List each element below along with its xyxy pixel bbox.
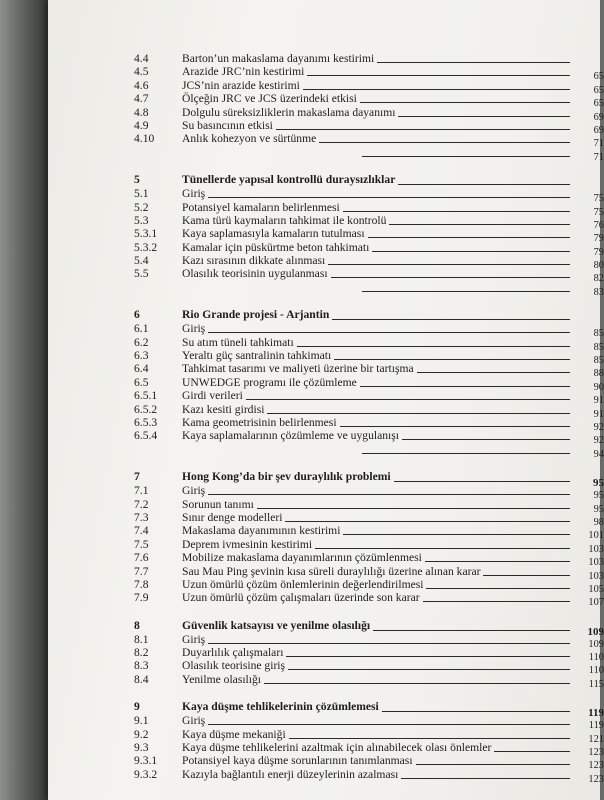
- toc-page-number: 92: [593, 421, 604, 433]
- toc-section-number: 9.3.2: [134, 767, 158, 781]
- toc-section-title: Girdi verileri: [182, 389, 243, 403]
- toc-page-number: 65: [593, 71, 604, 83]
- toc-section-number: 5.3.1: [134, 227, 158, 241]
- toc-entry-row: [134, 146, 604, 163]
- toc-section-number: 4.6: [134, 78, 149, 92]
- toc-section-number: 6.5.2: [134, 402, 158, 416]
- toc-section-title: Su atım tüneli tahkimatı: [182, 335, 294, 349]
- toc-section-title: Giriş: [182, 484, 206, 498]
- toc-leader-line: [394, 481, 570, 482]
- toc-section-title: JCS’nin arazide kestirimi: [182, 78, 300, 92]
- toc-page-number: 115: [588, 678, 604, 690]
- toc-entry-row: [134, 389, 604, 407]
- toc-entry-row: [134, 118, 604, 136]
- toc-page-number: 103: [588, 570, 604, 582]
- toc-page-number: 85: [593, 328, 604, 340]
- toc-section-number: 7.9: [134, 591, 149, 605]
- toc-page-number: 119: [588, 720, 604, 732]
- toc-leader-line: [368, 237, 570, 238]
- toc-leader-line: [362, 291, 570, 292]
- toc-chapter-row: [134, 307, 604, 322]
- toc-page-number: 103: [588, 543, 604, 555]
- toc-section-title: Giriş: [182, 322, 206, 336]
- toc-section-number: 5.5: [134, 267, 149, 281]
- toc-section-title: Kazı sırasının dikkate alınması: [182, 254, 326, 268]
- toc-section-title: Hong Kong’da bir şev duraylılık problemi: [182, 470, 391, 484]
- toc-section-number: 8.2: [134, 646, 149, 660]
- toc-leader-line: [315, 548, 570, 549]
- toc-page-number: 71: [593, 138, 604, 150]
- toc-leader-line: [377, 62, 570, 63]
- toc-page-number: 69: [593, 124, 604, 136]
- toc-leader-line: [208, 197, 570, 198]
- toc-section-number: 4.9: [134, 118, 149, 132]
- toc-entry-row: [134, 52, 604, 65]
- toc-entry-row: [134, 254, 604, 272]
- toc-page-number: 80: [593, 260, 604, 272]
- toc-entry-row: [134, 659, 604, 677]
- toc-leader-line: [343, 534, 570, 535]
- toc-section-number: 6.1: [134, 322, 149, 336]
- toc-page-number: 76: [593, 219, 604, 231]
- toc-section-number: 7.8: [134, 577, 149, 591]
- toc-leader-line: [285, 521, 570, 522]
- toc-section-number: 6.4: [134, 362, 149, 376]
- toc-leader-line: [208, 332, 570, 333]
- table-of-contents: [134, 52, 604, 785]
- toc-entry-row: [134, 727, 604, 745]
- toc-entry-row: [134, 402, 604, 420]
- toc-section-title: Kamalar için püskürtme beton tahkimatı: [182, 240, 370, 254]
- toc-entry-row: [134, 767, 604, 785]
- toc-leader-line: [343, 211, 570, 212]
- toc-section-number: 7.5: [134, 537, 149, 551]
- toc-leader-line: [297, 346, 570, 347]
- toc-entry-row: [134, 537, 604, 555]
- toc-section-number: 5.1: [134, 187, 149, 201]
- toc-entry-row: [134, 132, 604, 150]
- toc-entry-row: [134, 213, 604, 231]
- toc-section-title: Ölçeğin JRC ve JCS üzerindeki etkisi: [182, 92, 357, 106]
- toc-page-number: 109: [587, 625, 604, 638]
- toc-section-title: Kama türü kaymaların tahkimat ile kontrolü: [182, 213, 387, 227]
- toc-page-number: 94: [593, 448, 604, 460]
- toc-entry-row: [134, 240, 604, 258]
- toc-section-number: 9.2: [134, 727, 149, 741]
- toc-page-number: 95: [593, 490, 604, 502]
- toc-entry-row: [134, 200, 604, 218]
- toc-section-title: Potansiyel kamaların belirlenmesi: [182, 200, 340, 214]
- toc-page-number: 91: [593, 408, 604, 420]
- toc-section-title: Arazide JRC’nin kestirimi: [182, 65, 305, 79]
- toc-entry-row: [134, 577, 604, 595]
- toc-section-title: Barton’un makaslama dayanımı kestirimi: [182, 52, 375, 65]
- toc-section-number: 8.3: [134, 659, 149, 673]
- section-gap: [134, 294, 604, 307]
- toc-section-title: Sorunun tanımı: [182, 497, 254, 511]
- toc-entry-row: [134, 187, 604, 205]
- toc-page-number: 121: [588, 733, 604, 745]
- toc-leader-line: [276, 129, 570, 130]
- toc-entry-row: [134, 741, 604, 759]
- toc-leader-line: [334, 359, 570, 360]
- toc-section-title: Kazı kesiti girdisi: [182, 402, 265, 416]
- toc-section-number: 7.6: [134, 551, 149, 565]
- toc-page-number: 123: [588, 747, 604, 759]
- toc-entry-row: [134, 484, 604, 502]
- toc-leader-line: [303, 89, 570, 90]
- toc-section-number: 4.8: [134, 105, 149, 119]
- toc-entry-row: [134, 78, 604, 96]
- toc-section-number: 6.3: [134, 349, 149, 363]
- toc-section-title: Uzun ömürlü çözüm önlemlerinin değerlendirilmesi: [182, 577, 424, 591]
- toc-page-number: 75: [593, 206, 604, 218]
- toc-section-number: 6: [134, 308, 140, 322]
- toc-section-number: 8.1: [134, 632, 149, 646]
- toc-page-number: 65: [593, 84, 604, 96]
- toc-page-number: 109: [588, 638, 604, 650]
- toc-leader-line: [425, 561, 570, 562]
- toc-section-number: 4.7: [134, 92, 149, 106]
- toc-page-number: 69: [593, 111, 604, 123]
- toc-leader-line: [289, 738, 570, 739]
- toc-section-number: 6.5.3: [134, 415, 158, 429]
- toc-page-number: 65: [593, 98, 604, 110]
- toc-leader-line: [389, 224, 570, 225]
- toc-page-number: 92: [593, 435, 604, 447]
- toc-section-title: Kaya saplamalarının çözümleme ve uygulanışı: [182, 429, 399, 443]
- toc-section-number: 5.2: [134, 200, 149, 214]
- toc-leader-line: [426, 588, 570, 589]
- toc-leader-line: [319, 142, 570, 143]
- toc-section-title: Giriş: [182, 632, 206, 646]
- toc-leader-line: [307, 75, 570, 76]
- toc-section-number: 7.7: [134, 564, 149, 578]
- toc-entry-row: [134, 672, 604, 690]
- toc-page-number: 119: [588, 707, 604, 720]
- toc-section-title: UNWEDGE programı ile çözümleme: [182, 375, 357, 389]
- toc-entry-row: [134, 281, 604, 298]
- toc-chapter-row: [134, 618, 604, 638]
- toc-entry-row: [134, 632, 604, 650]
- toc-entry-row: [134, 92, 604, 110]
- toc-section-number: 6.5: [134, 375, 149, 389]
- section-gap: [134, 686, 604, 699]
- toc-leader-line: [382, 711, 570, 712]
- toc-page-number: 123: [588, 773, 604, 785]
- toc-leader-line: [398, 184, 570, 185]
- toc-entry-row: [134, 375, 604, 393]
- toc-leader-line: [288, 669, 570, 670]
- toc-chapter-row: [134, 172, 604, 187]
- toc-leader-line: [246, 399, 570, 400]
- toc-section-title: Giriş: [182, 714, 206, 728]
- toc-leader-line: [360, 386, 570, 387]
- toc-page-number: 103: [588, 557, 604, 569]
- toc-entry-row: [134, 267, 604, 285]
- toc-leader-line: [257, 508, 570, 509]
- toc-page-number: 75: [593, 193, 604, 205]
- toc-entry-row: [134, 335, 604, 353]
- toc-entry-row: [134, 227, 604, 245]
- toc-section-number: 7: [134, 470, 140, 484]
- toc-leader-line: [208, 494, 570, 495]
- toc-section-number: 5.3: [134, 213, 149, 227]
- toc-entry-row: [134, 754, 604, 772]
- toc-entry-row: [134, 443, 604, 460]
- toc-leader-line: [373, 630, 570, 631]
- toc-entry-row: [134, 429, 604, 447]
- toc-section-title: Sau Mau Ping şevinin kısa süreli duraylılığı üzerine alınan karar: [182, 564, 481, 578]
- toc-page-number: 91: [593, 395, 604, 407]
- toc-section-title: Güvenlik katsayısı ve yenilme olasılığı: [182, 618, 371, 632]
- toc-entry-row: [134, 646, 604, 664]
- toc-entry-row: [134, 415, 604, 433]
- toc-page-number: 123: [588, 760, 604, 772]
- toc-page-number: 95: [593, 503, 604, 515]
- toc-section-number: 6.5.1: [134, 389, 158, 403]
- toc-entry-row: [134, 65, 604, 83]
- toc-section-title: Deprem ivmesinin kestirimi: [182, 537, 313, 551]
- toc-section-title: Kazıyla bağlantılı enerji düzeylerinin azalması: [182, 767, 399, 781]
- toc-leader-line: [494, 751, 570, 752]
- toc-leader-line: [332, 319, 570, 320]
- toc-page-number: 79: [593, 233, 604, 245]
- toc-leader-line: [362, 156, 570, 157]
- toc-section-number: 5: [134, 173, 140, 187]
- toc-section-title: Kaya saplamasıyla kamaların tutulması: [182, 227, 365, 241]
- toc-section-title: Olasılık teorisinin uygulanması: [182, 267, 328, 281]
- toc-section-number: 7.2: [134, 497, 149, 511]
- toc-entry-row: [134, 551, 604, 569]
- toc-entry-row: [134, 714, 604, 732]
- toc-section-title: Sınır denge modelleri: [182, 510, 283, 524]
- toc-section-title: Uzun ömürlü çözüm çalışmaları üzerinde son karar: [182, 591, 420, 605]
- toc-section-number: 6.2: [134, 335, 149, 349]
- toc-leader-line: [208, 643, 570, 644]
- toc-section-title: Yeraltı güç santralinin tahkimatı: [182, 349, 332, 363]
- toc-entry-row: [134, 322, 604, 340]
- toc-page-number: 71: [593, 151, 604, 163]
- toc-leader-line: [267, 413, 570, 414]
- toc-leader-line: [416, 764, 570, 765]
- toc-section-title: Duyarlılık çalışmaları: [182, 646, 284, 660]
- toc-entry-row: [134, 524, 604, 542]
- toc-leader-line: [483, 575, 570, 576]
- toc-section-title: Rio Grande projesi - Arjantin: [182, 308, 330, 322]
- toc-section-number: 9.3.1: [134, 754, 158, 768]
- toc-section-title: Kaya düşme tehlikelerini azaltmak için alınabilecek olası önlemler: [182, 741, 492, 755]
- toc-section-number: 8: [134, 618, 140, 632]
- section-gap: [134, 159, 604, 172]
- toc-section-number: 5.4: [134, 254, 149, 268]
- toc-leader-line: [328, 264, 570, 265]
- toc-page-number: 83: [593, 286, 604, 298]
- toc-page-number: 105: [588, 583, 604, 595]
- book-page: [48, 0, 604, 800]
- toc-entry-row: [134, 362, 604, 380]
- toc-leader-line: [372, 251, 570, 252]
- toc-section-number: 7.3: [134, 510, 149, 524]
- toc-leader-line: [331, 277, 570, 278]
- toc-section-title: Dolgulu süreksizliklerin makaslama dayanımı: [182, 105, 396, 119]
- toc-page-number: 85: [593, 341, 604, 353]
- toc-chapter-row: [134, 469, 604, 490]
- toc-leader-line: [362, 453, 570, 454]
- toc-section-number: 7.4: [134, 524, 149, 538]
- toc-page-number: 110: [588, 665, 604, 677]
- toc-section-title: Yenilme olasılığı: [182, 672, 262, 686]
- toc-section-number: 9.1: [134, 714, 149, 728]
- toc-section-title: Su basıncının etkisi: [182, 118, 273, 132]
- toc-section-number: 4.4: [134, 52, 149, 65]
- toc-page-number: 98: [593, 516, 604, 528]
- toc-section-title: Potansiyel kaya düşme sorunlarının tanımlanması: [182, 754, 413, 768]
- toc-chapter-row: [134, 699, 604, 720]
- toc-section-title: Makaslama dayanımının kestirimi: [182, 524, 341, 538]
- toc-entry-row: [134, 497, 604, 515]
- toc-section-number: 9: [134, 700, 140, 714]
- toc-entry-row: [134, 591, 604, 609]
- toc-entry-row: [134, 349, 604, 367]
- toc-leader-line: [423, 601, 570, 602]
- toc-leader-line: [402, 439, 570, 440]
- toc-section-number: 4.5: [134, 65, 149, 79]
- section-gap: [134, 456, 604, 469]
- toc-leader-line: [208, 724, 570, 725]
- toc-page-number: 88: [593, 368, 604, 380]
- toc-leader-line: [401, 778, 570, 779]
- toc-section-title: Tünellerde yapısal kontrollü duraysızlıklar: [182, 173, 396, 187]
- toc-section-title: Anlık kohezyon ve sürtünme: [182, 132, 317, 146]
- toc-page-number: 110: [588, 652, 604, 664]
- toc-leader-line: [264, 683, 570, 684]
- toc-page-number: 95: [593, 477, 604, 490]
- toc-section-title: Olasılık teorisine giriş: [182, 659, 286, 673]
- toc-page-number: 79: [593, 246, 604, 258]
- toc-leader-line: [417, 372, 570, 373]
- toc-section-title: Giriş: [182, 187, 206, 201]
- toc-page-number: 82: [593, 273, 604, 285]
- toc-section-number: 6.5.4: [134, 429, 158, 443]
- toc-leader-line: [360, 102, 570, 103]
- toc-page-number: 85: [593, 355, 604, 367]
- toc-page-number: 90: [593, 381, 604, 393]
- toc-section-title: Kama geometrisinin belirlenmesi: [182, 415, 337, 429]
- toc-leader-line: [340, 426, 570, 427]
- toc-section-title: Kaya düşme tehlikelerinin çözümlemesi: [182, 700, 379, 714]
- toc-section-number: 5.3.2: [134, 240, 158, 254]
- toc-page-number: 101: [588, 530, 604, 542]
- toc-section-number: 7.1: [134, 484, 149, 498]
- toc-section-number: 9.3: [134, 741, 149, 755]
- toc-section-number: 4.10: [134, 132, 155, 146]
- toc-leader-line: [398, 116, 570, 117]
- toc-entry-row: [134, 105, 604, 123]
- toc-section-title: Tahkimat tasarımı ve maliyeti üzerine bir tartışma: [182, 362, 414, 376]
- background-surface: [0, 0, 52, 800]
- toc-leader-line: [286, 656, 570, 657]
- toc-section-title: Kaya düşme mekaniği: [182, 727, 286, 741]
- toc-entry-row: [134, 510, 604, 528]
- toc-entry-row: [134, 564, 604, 582]
- section-gap: [134, 605, 604, 618]
- toc-section-title: Mobilize makaslama dayanımlarının çözümlenmesi: [182, 551, 422, 565]
- toc-section-number: 8.4: [134, 672, 149, 686]
- toc-page-number: 107: [588, 597, 604, 609]
